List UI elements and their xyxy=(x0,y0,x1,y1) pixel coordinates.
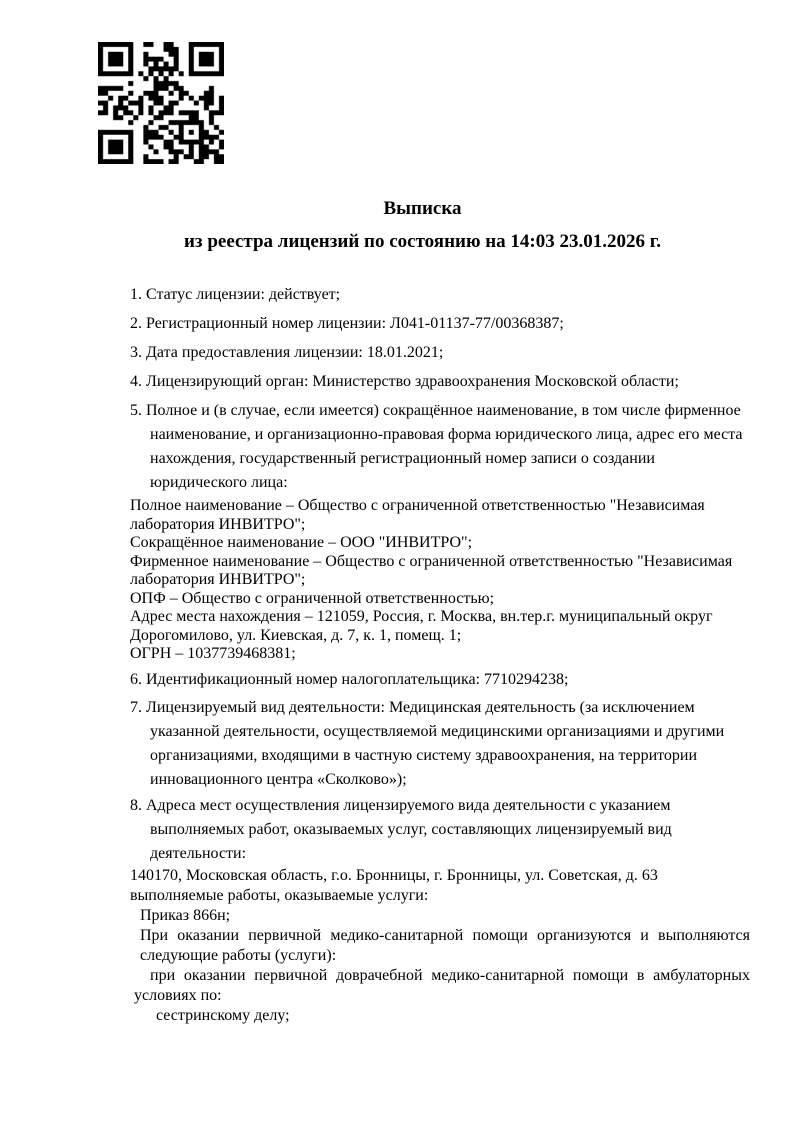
text-line: 5. Полное и (в случае, если имеется) сокращённое наименование, в том числе фирменное xyxy=(130,402,741,419)
text-line: наименование, и организационно-правовая форма юридического лица, адрес его места xyxy=(150,426,743,443)
works-paragraph: при оказании первичной доврачебной медико-санитарной помощи в амбулаторных xyxy=(150,966,750,984)
company-legal-form: ОПФ – Общество с ограниченной ответственностью; xyxy=(130,589,495,607)
works-paragraph: условиях по: xyxy=(134,986,222,1004)
text-line: выполняемых работ, оказываемых услуг, составляющих лицензируемый вид xyxy=(150,820,672,838)
text-line: 7. Лицензируемый вид деятельности: Медицинская деятельность (за исключением xyxy=(130,698,695,716)
company-short-name: Сокращённое наименование – ООО "ИНВИТРО"; xyxy=(130,534,473,551)
company-brand-name: лаборатория ИНВИТРО"; xyxy=(130,571,306,588)
text-line: инновационного центра «Сколково»); xyxy=(150,770,407,788)
works-paragraph: следующие работы (услуги): xyxy=(140,946,337,964)
taxpayer-inn: 6. Идентификационный номер налогоплательщика: 7710294238; xyxy=(130,670,569,688)
service-item: сестринскому делу; xyxy=(156,1006,290,1024)
document-subtitle: из реестра лицензий по состоянию на 14:03 23.01.2026 г. xyxy=(183,231,661,252)
text-line: деятельности: xyxy=(150,844,247,862)
text-line: организациями, входящими в частную систему здравоохранения, на территории xyxy=(150,746,698,764)
company-address: Дорогомилово, ул. Киевская, д. 7, к. 1, помещ. 1; xyxy=(130,626,462,644)
text-line: указанной деятельности, осуществляемой медицинскими организациями и другими xyxy=(150,722,725,740)
works-header: выполняемые работы, оказываемые услуги: xyxy=(130,886,429,904)
license-grant-date: 3. Дата предоставления лицензии: 18.01.2021; xyxy=(130,344,444,361)
licensing-authority: 4. Лицензирующий орган: Министерство здравоохранения Московской области; xyxy=(130,373,679,390)
document-body xyxy=(130,196,750,1026)
text-line: юридического лица: xyxy=(150,474,288,491)
text-line: нахождения, государственный регистрационный номер записи о создании xyxy=(150,450,655,467)
document-header xyxy=(130,196,750,255)
license-registration-number: 2. Регистрационный номер лицензии: Л041-01137-77/00368387; xyxy=(130,315,564,332)
qr-code xyxy=(98,42,224,164)
license-status: 1. Статус лицензии: действует; xyxy=(130,286,341,303)
activity-address: 140170, Московская область, г.о. Бронницы, г. Бронницы, ул. Советская, д. 63 xyxy=(130,866,658,884)
licensed-activity-section xyxy=(130,696,750,792)
text-line: 8. Адреса мест осуществления лицензируемого вида деятельности с указанием xyxy=(130,796,671,814)
company-brand-name: Фирменное наименование – Общество с ограниченной ответственностью "Независимая xyxy=(130,552,733,570)
company-details xyxy=(130,497,750,664)
document-title: Выписка xyxy=(383,198,462,219)
works-and-services xyxy=(130,866,750,1026)
order-reference: Приказ 866н; xyxy=(140,906,231,924)
licensee-name-section xyxy=(130,399,750,495)
company-address: Адрес места нахождения – 121059, Россия, г. Москва, вн.тер.г. муниципальный округ xyxy=(130,608,713,625)
company-ogrn: ОГРН – 1037739468381; xyxy=(130,645,296,662)
company-full-name: лаборатория ИНВИТРО"; xyxy=(130,515,306,533)
activity-addresses-section xyxy=(130,794,750,866)
company-full-name: Полное наименование – Общество с ограниченной ответственностью "Независимая xyxy=(130,497,705,514)
works-paragraph: При оказании первичной медико-санитарной помощи организуются и выполняются xyxy=(140,926,750,944)
